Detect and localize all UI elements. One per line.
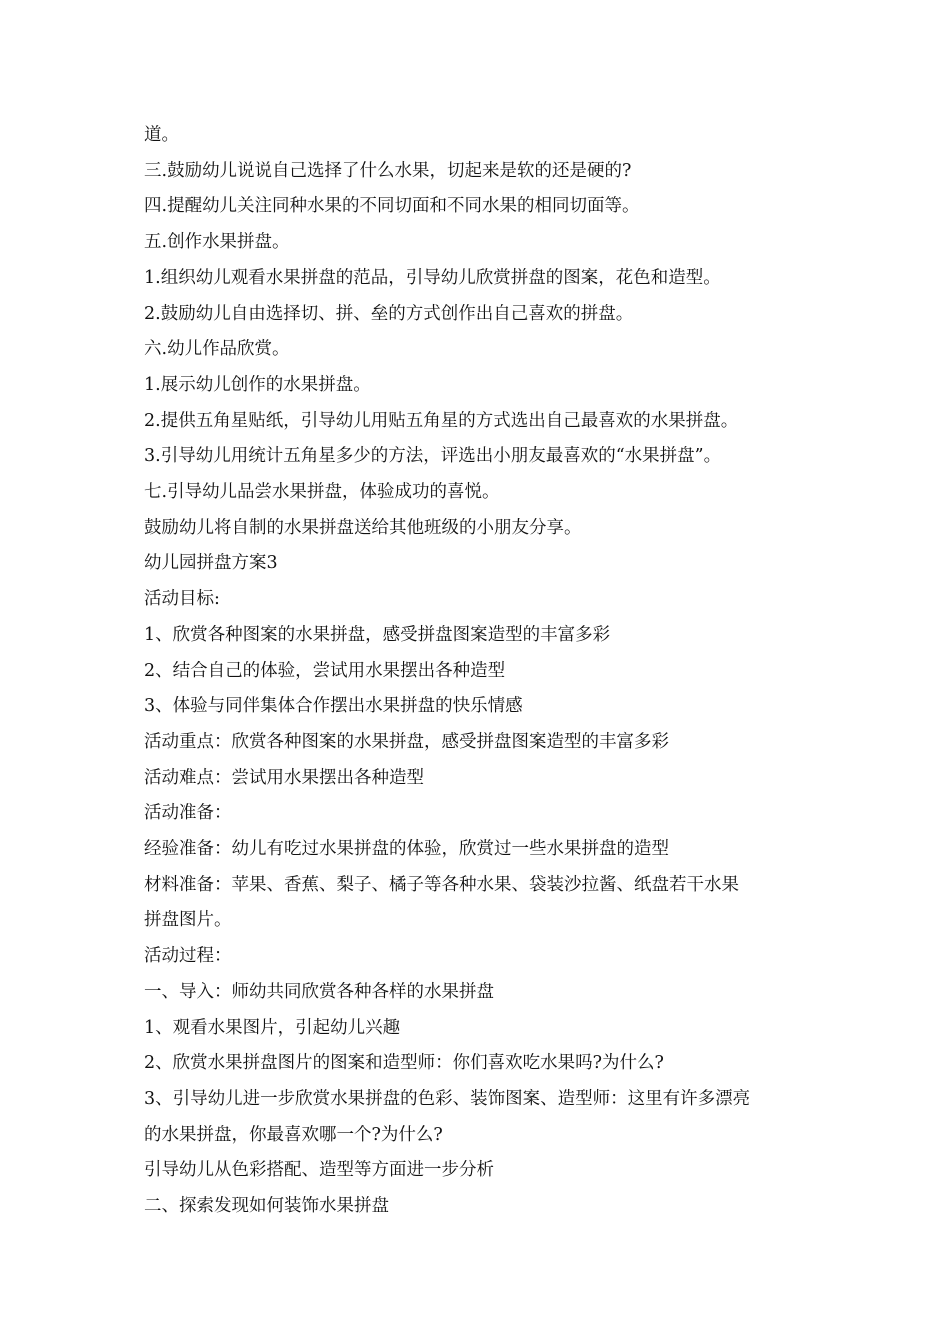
text-line: 拼盘图片。 [144, 910, 232, 931]
text-line: 四.提醒幼儿关注同种水果的不同切面和不同水果的相同切面等。 [144, 196, 640, 217]
text-line: 1、观看水果图片，引起幼儿兴趣 [144, 1017, 401, 1038]
text-line: 一、导入：师幼共同欣赏各种各样的水果拼盘 [144, 981, 494, 1002]
text-line: 鼓励幼儿将自制的水果拼盘送给其他班级的小朋友分享。 [144, 517, 582, 538]
text-line: 3.引导幼儿用统计五角星多少的方法，评选出小朋友最喜欢的“水果拼盘”。 [144, 446, 722, 467]
text-line: 道。 [144, 125, 179, 145]
text-line: 1、欣赏各种图案的水果拼盘，感受拼盘图案造型的丰富多彩 [144, 624, 611, 645]
text-line: 经验准备：幼儿有吃过水果拼盘的体验，欣赏过一些水果拼盘的造型 [144, 839, 669, 860]
text-line: 3、引导幼儿进一步欣赏水果拼盘的色彩、装饰图案、造型师：这里有许多漂亮 [144, 1088, 751, 1109]
text-line: 2、结合自己的体验，尝试用水果摆出各种造型 [144, 660, 506, 681]
text-line: 2.鼓励幼儿自由选择切、拼、垒的方式创作出自己喜欢的拼盘。 [144, 303, 634, 324]
text-line: 1.展示幼儿创作的水果拼盘。 [144, 374, 371, 395]
text-line: 三.鼓励幼儿说说自己选择了什么水果，切起来是软的还是硬的? [144, 160, 632, 181]
section-heading: 活动准备： [144, 803, 232, 824]
text-line: 1.组织幼儿观看水果拼盘的范品，引导幼儿欣赏拼盘的图案，花色和造型。 [144, 267, 721, 288]
text-line: 活动重点：欣赏各种图案的水果拼盘，感受拼盘图案造型的丰富多彩 [144, 731, 669, 752]
document-title: 幼儿园拼盘方案3 [144, 553, 278, 574]
text-line: 二、探索发现如何装饰水果拼盘 [144, 1196, 389, 1217]
section-heading: 活动过程： [144, 946, 232, 967]
text-line: 3、体验与同伴集体合作摆出水果拼盘的快乐情感 [144, 696, 523, 717]
text-line: 材料准备：苹果、香蕉、梨子、橘子等各种水果、袋装沙拉酱、纸盘若干水果 [144, 874, 739, 895]
section-heading: 活动目标: [144, 589, 220, 610]
text-line: 引导幼儿从色彩搭配、造型等方面进一步分析 [144, 1160, 494, 1181]
section-heading: 六.幼儿作品欣赏。 [144, 339, 290, 360]
text-line: 2、欣赏水果拼盘图片的图案和造型师：你们喜欢吃水果吗?为什么? [144, 1053, 664, 1074]
section-heading: 七.引导幼儿品尝水果拼盘，体验成功的喜悦。 [144, 482, 500, 503]
text-line: 的水果拼盘，你最喜欢哪一个?为什么? [144, 1124, 443, 1145]
document-body [144, 118, 814, 1225]
text-line: 2.提供五角星贴纸，引导幼儿用贴五角星的方式选出自己最喜欢的水果拼盘。 [144, 410, 739, 431]
section-heading: 五.创作水果拼盘。 [144, 232, 290, 253]
text-line: 活动难点：尝试用水果摆出各种造型 [144, 767, 424, 788]
